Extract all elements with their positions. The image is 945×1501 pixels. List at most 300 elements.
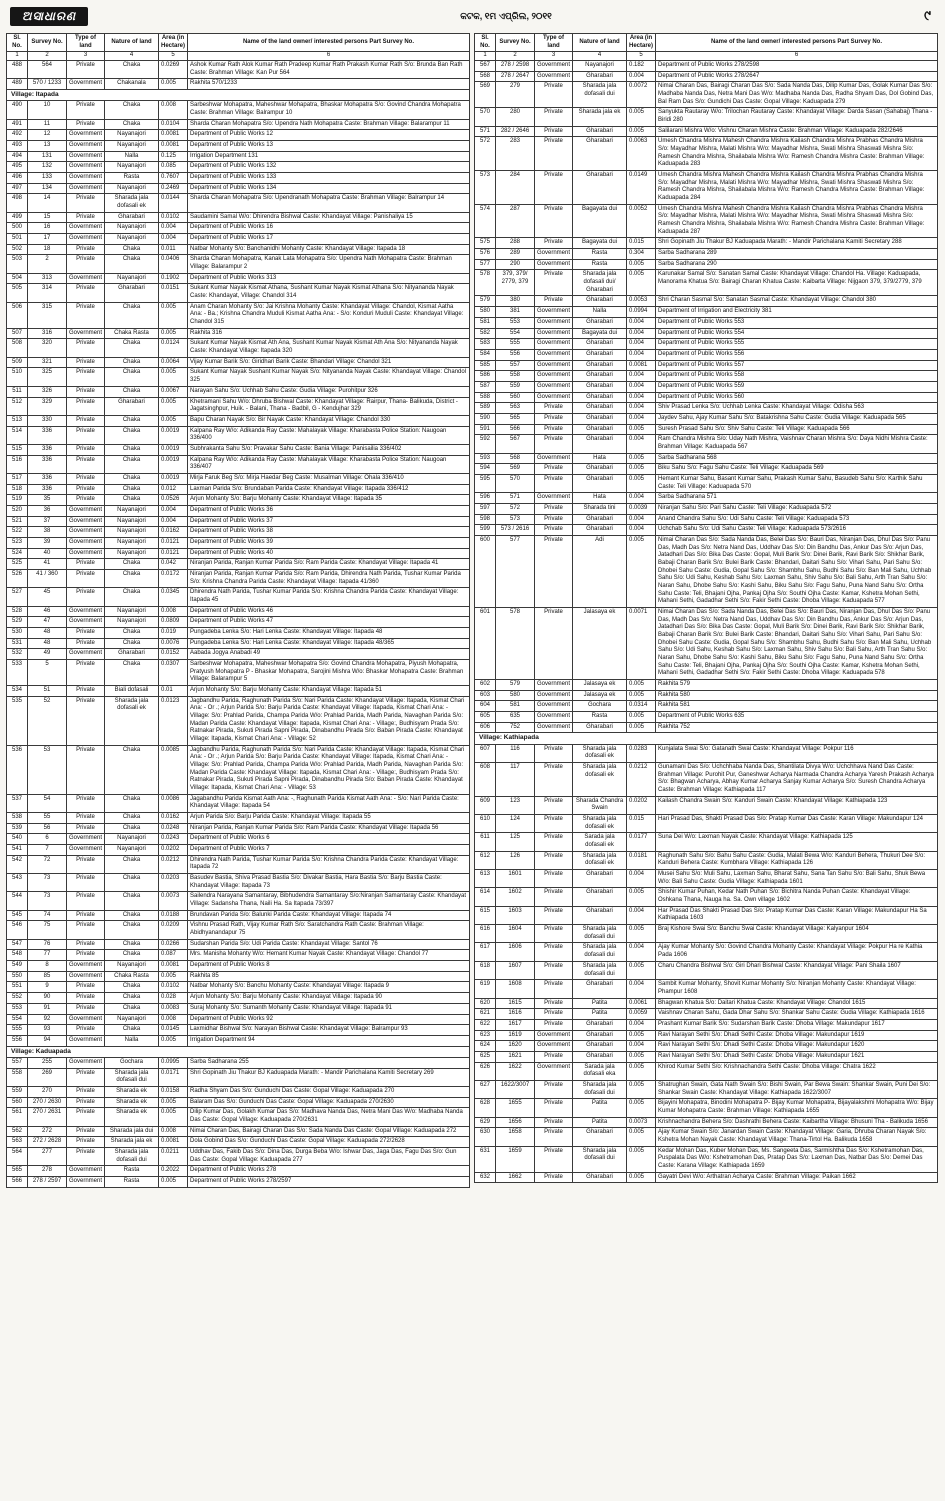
owner-cell: Kalpana Ray W/o: Adikanda Ray Caste: Mahalayak Village: Kharabasta Police Station: Naugoan 336/400 <box>188 426 470 444</box>
survey-no-cell: 280 <box>496 108 535 126</box>
survey-no-cell: 134 <box>28 183 67 194</box>
area-cell: 0.0202 <box>627 796 656 814</box>
sl-no-cell: 567 <box>475 61 496 72</box>
owner-cell: Sambit Kumar Mohanty, Shovit Kumar Mohanty S/o: Niranjan Mohanty Caste: Khandayat Village: Phampur 1608 <box>656 980 938 998</box>
land-nature-cell: Nalla <box>105 151 159 162</box>
land-record-row <box>7 194 470 212</box>
land-record-row <box>7 834 470 845</box>
sl-no-cell: 570 <box>475 108 496 126</box>
land-nature-cell: Sharada jala dofasali dui <box>105 1068 159 1086</box>
survey-no-cell: 336 <box>28 473 67 484</box>
land-nature-cell: Sharada Chandra Swain <box>573 796 627 814</box>
survey-no-cell: 6 <box>28 834 67 845</box>
owner-cell: Niranjan Sahu S/o: Pari Sahu Caste: Teli Village: Kaduapada 572 <box>656 503 938 514</box>
survey-no-cell: 7 <box>28 845 67 856</box>
survey-no-cell: 313 <box>28 273 67 284</box>
survey-no-cell: 570 <box>496 474 535 492</box>
land-record-row <box>7 1176 470 1187</box>
survey-no-cell: 336 <box>28 484 67 495</box>
owner-cell: Niranjan Parida, Ranjan Kumar Parida S/o: Ram Parida Caste: Khandayat Village: Itapada 41 <box>188 559 470 570</box>
survey-no-cell: 75 <box>28 921 67 939</box>
area-cell: 0.005 <box>627 961 656 979</box>
sl-no-cell: 564 <box>7 1147 28 1165</box>
area-cell: 0.012 <box>159 484 188 495</box>
sl-no-cell: 579 <box>475 296 496 307</box>
owner-cell: Radha Shyam Das S/o: Gunduchi Das Caste: Gopal Village: Kaduapada 270 <box>188 1086 470 1097</box>
sl-no-cell: 510 <box>7 368 28 386</box>
owner-cell: Umesh Chandra Mishra Mahesh Chandra Mishra Kailash Chandra Mishra Prabhas Chandra Mishra S/o: Mayadhar Mishra, Malati Mishra W/o: Mayadhar Mishra, Swati Mishra Shaswati Mishra S/o: Ramesh Chandra Mishra, Shailabala Mishra W/o: Ramesh Chandra Mishra Caste: Brahman Village: Kaduapada 287 <box>656 204 938 238</box>
survey-no-cell: 282 / 2646 <box>496 126 535 137</box>
land-nature-cell: Rasta <box>573 712 627 723</box>
area-cell: 0.0067 <box>159 386 188 397</box>
sl-no-cell: 604 <box>475 701 496 712</box>
land-type-cell: Private <box>67 745 105 794</box>
land-type-cell: Government <box>67 845 105 856</box>
land-nature-cell: Gharabari <box>573 435 627 453</box>
land-record-row <box>475 925 938 943</box>
area-cell: 0.005 <box>627 1051 656 1062</box>
land-nature-cell: Gharabari <box>573 1030 627 1041</box>
owner-cell: Department of Public Works 555 <box>656 339 938 350</box>
land-type-cell: Private <box>67 119 105 130</box>
land-record-row <box>7 302 470 328</box>
owner-cell: Department of Public Works 132 <box>188 162 470 173</box>
land-type-cell: Government <box>67 505 105 516</box>
land-type-cell: Government <box>67 527 105 538</box>
land-nature-cell: Rasta <box>573 249 627 260</box>
survey-no-cell: 5 <box>28 659 67 685</box>
land-nature-cell: Chaka <box>105 921 159 939</box>
owner-cell: Saudamini Samal W/o: Dhirendra Bishwal Caste: Khandayat Village: Panishaliya 15 <box>188 212 470 223</box>
survey-no-cell: 580 <box>496 690 535 701</box>
owner-cell: Department of Public Works 133 <box>188 173 470 184</box>
land-record-row <box>7 1057 470 1068</box>
area-cell: 0.005 <box>159 1176 188 1187</box>
land-nature-cell: Sharada jala dofasali dui <box>573 925 627 943</box>
land-type-cell: Private <box>535 888 573 906</box>
land-nature-cell: Nayanajori <box>105 183 159 194</box>
land-nature-cell: Nayanajori <box>105 537 159 548</box>
land-record-row <box>475 204 938 238</box>
land-nature-cell: Patita <box>573 1117 627 1128</box>
land-record-row <box>475 296 938 307</box>
area-cell: 0.0121 <box>159 537 188 548</box>
owner-cell: Sharda Charan Mohapatra S/o: Upendra Nath Mohapatra Caste: Brahman Village: Balarampur 11 <box>188 119 470 130</box>
survey-no-cell: 16 <box>28 223 67 234</box>
land-record-row <box>7 569 470 587</box>
land-type-cell: Private <box>67 638 105 649</box>
land-type-cell: Government <box>535 339 573 350</box>
land-record-row <box>7 1137 470 1148</box>
land-record-row <box>7 79 470 90</box>
sl-no-cell: 577 <box>475 259 496 270</box>
land-type-cell: Private <box>535 833 573 851</box>
land-nature-cell: Chaka <box>105 1025 159 1036</box>
land-record-row <box>7 386 470 397</box>
survey-no-cell: 325 <box>28 368 67 386</box>
land-type-cell: Private <box>535 1128 573 1146</box>
owner-cell: Rakhita 581 <box>656 701 938 712</box>
survey-no-cell: 49 <box>28 649 67 660</box>
sl-no-cell: 527 <box>7 588 28 606</box>
land-nature-cell: Chaka <box>105 339 159 357</box>
land-record-row <box>7 638 470 649</box>
area-cell: 0.005 <box>159 415 188 426</box>
owner-cell: Department of Public Works 558 <box>656 371 938 382</box>
land-record-row <box>475 961 938 979</box>
land-nature-cell: Gharabari <box>573 906 627 924</box>
area-cell: 0.005 <box>627 712 656 723</box>
area-cell: 0.0345 <box>159 588 188 606</box>
owner-cell: Shiv Prasad Lenka S/o: Uchhab Lenka Caste: Khandayat Village: Odisha 563 <box>656 403 938 414</box>
owner-cell: Suna Dei W/o: Laxman Nayak Caste: Khandayat Village: Kathiapada 125 <box>656 833 938 851</box>
area-cell: 0.008 <box>159 1014 188 1025</box>
sl-no-cell: 590 <box>475 413 496 424</box>
survey-no-cell: 255 <box>28 1057 67 1068</box>
land-type-cell: Private <box>535 126 573 137</box>
owner-cell: Hari Prasad Das, Shakti Prasad Das S/o: Pratap Kumar Das Caste: Karan Village: Makundapur 124 <box>656 815 938 833</box>
land-nature-cell: Patita <box>573 1099 627 1117</box>
survey-no-cell: 336 <box>28 455 67 473</box>
land-nature-cell: Gharabari <box>573 525 627 536</box>
area-cell: 0.005 <box>159 397 188 415</box>
area-cell: 0.005 <box>627 535 656 607</box>
land-record-row <box>7 982 470 993</box>
land-record-row <box>7 1025 470 1036</box>
owner-cell: Rakhita 579 <box>656 680 938 691</box>
land-type-cell: Private <box>535 424 573 435</box>
survey-no-cell: 573 <box>496 514 535 525</box>
land-type-cell: Private <box>535 204 573 238</box>
sl-no-cell: 501 <box>7 234 28 245</box>
land-type-cell: Private <box>535 796 573 814</box>
column-number-row <box>7 52 470 61</box>
land-nature-cell: Chaka <box>105 415 159 426</box>
sl-no-cell: 488 <box>7 61 28 79</box>
land-record-row <box>7 339 470 357</box>
sl-no-cell: 626 <box>475 1062 496 1080</box>
owner-cell: Department of Public Works 560 <box>656 392 938 403</box>
land-record-row <box>7 627 470 638</box>
land-type-cell: Government <box>67 649 105 660</box>
area-cell: 0.087 <box>159 950 188 961</box>
land-nature-cell: Gharabari <box>573 317 627 328</box>
land-record-row <box>475 1128 938 1146</box>
survey-no-cell: 283 <box>496 137 535 171</box>
col-number: 1 <box>475 52 496 61</box>
sl-no-cell: 614 <box>475 888 496 906</box>
land-record-row <box>7 855 470 873</box>
area-cell: 0.0243 <box>159 834 188 845</box>
land-nature-cell: Chaka <box>105 638 159 649</box>
land-type-cell: Private <box>535 238 573 249</box>
area-cell: 0.005 <box>627 424 656 435</box>
owner-cell: Brundavan Parida S/o: Balunki Parida Caste: Khandayat Village: Itapada 74 <box>188 910 470 921</box>
land-nature-cell: Chaka <box>105 950 159 961</box>
survey-no-cell: 320 <box>28 339 67 357</box>
sl-no-cell: 536 <box>7 745 28 794</box>
survey-no-cell: 36 <box>28 505 67 516</box>
land-nature-cell: Sharada jala dofasali dui <box>573 1146 627 1172</box>
sl-no-cell: 533 <box>7 659 28 685</box>
col-number: 3 <box>535 52 573 61</box>
survey-no-cell: 568 <box>496 453 535 464</box>
survey-no-cell: 336 <box>28 444 67 455</box>
sl-no-cell: 578 <box>475 270 496 296</box>
survey-no-cell: 17 <box>28 234 67 245</box>
land-type-cell: Private <box>67 627 105 638</box>
land-nature-cell: Gharabari <box>573 403 627 414</box>
col-header-survey-no: Survey No. <box>496 34 535 52</box>
sl-no-cell: 537 <box>7 794 28 812</box>
sl-no-cell: 628 <box>475 1099 496 1117</box>
sl-no-cell: 499 <box>7 212 28 223</box>
area-cell: 0.011 <box>159 244 188 255</box>
area-cell: 0.005 <box>627 1172 656 1183</box>
land-nature-cell: Gharabari <box>573 126 627 137</box>
land-record-row <box>475 815 938 833</box>
area-cell: 0.008 <box>159 101 188 119</box>
survey-no-cell: 1608 <box>496 980 535 998</box>
area-cell: 0.004 <box>627 328 656 339</box>
owner-cell: Bhagwan Khatua S/o: Daitari Khatua Caste: Khandayat Village: Chandol 1615 <box>656 998 938 1009</box>
land-type-cell: Private <box>535 607 573 679</box>
area-cell: 0.005 <box>627 722 656 733</box>
sl-no-cell: 560 <box>7 1097 28 1108</box>
land-nature-cell: Chaka <box>105 745 159 794</box>
land-nature-cell: Sharada jala dofasali dui <box>105 1147 159 1165</box>
sl-no-cell: 546 <box>7 921 28 939</box>
survey-no-cell: 8 <box>28 961 67 972</box>
right-table-header <box>475 34 938 61</box>
land-type-cell: Private <box>67 1126 105 1137</box>
land-record-row <box>475 503 938 514</box>
sl-no-cell: 574 <box>475 204 496 238</box>
land-nature-cell: Rasta <box>573 259 627 270</box>
land-type-cell: Private <box>67 426 105 444</box>
owner-cell: Nimai Charan Das S/o: Sada Nanda Das, Belei Das S/o: Bauri Das, Niranjan Das, Dhul Das S/o: Panu Das, Madh Das S/o: Netra Nand Das, Uddhav Das S/o: Din Bandhu Das, Ankur Das S/o: Arjun Das, Jatadhari Das S/o: Bika Das Caste: Gopal, Muli Barik S/o: Dinei Barik, Ravi Barik S/o: Shikhar Barik, Babaji Charan Barik S/o: Bulei Barik Caste: Bhandari, Daitari Sahu S/o: Vihari Sahu, Pari Sahu S/o: Dhobei Sahu Caste: Gudia, Gopal Sahu S/o: Shambhu Sahu, Budhi Sahu S/o: Ban Mali Sahu, Uchhab Sahu S/o: Udi Sahu, Keshab Sahu S/o: Laxman Sahu, Shiv Sahu S/o: Bali Sahu, Arth Tran Sahu S/o: Naran Sahu, Dhobe Sahu S/o: Kashi Sahu, Biku Sahu S/o: Fagu Sahu, Puna Nand Sahu S/o: Ortha Sahu Caste: Teli, Bhajani Ojha, Pankaj Ojha S/o: Southi Ojha Caste: Kamar, Kshetra Mohan Sethi, Mahani Sethi, Gadadhar Sethi S/o: Fakir Sethi Caste: Dhoba Village: Kaduapada 578 <box>656 607 938 679</box>
land-type-cell: Private <box>67 993 105 1004</box>
area-cell: 0.0072 <box>627 82 656 108</box>
sl-no-cell: 549 <box>7 961 28 972</box>
col-number: 5 <box>627 52 656 61</box>
land-nature-cell: Sharada jala ek <box>573 108 627 126</box>
land-record-row <box>7 874 470 892</box>
survey-no-cell: 93 <box>28 1025 67 1036</box>
sl-no-cell: 535 <box>7 696 28 745</box>
land-nature-cell: Sharada jala dofasali ek <box>105 696 159 745</box>
area-cell: 0.1902 <box>159 273 188 284</box>
area-cell: 0.0177 <box>627 833 656 851</box>
survey-no-cell: 77 <box>28 950 67 961</box>
land-nature-cell: Chaka <box>105 910 159 921</box>
land-type-cell: Private <box>67 484 105 495</box>
survey-no-cell: 12 <box>28 130 67 141</box>
survey-no-cell: 569 <box>496 464 535 475</box>
sl-no-cell: 517 <box>7 473 28 484</box>
sl-no-cell: 540 <box>7 834 28 845</box>
col-number: 5 <box>159 52 188 61</box>
survey-no-cell: 55 <box>28 813 67 824</box>
survey-no-cell: 336 <box>28 426 67 444</box>
page-number: ୯ <box>924 8 931 24</box>
survey-no-cell: 577 <box>496 535 535 607</box>
land-nature-cell: Chaka <box>105 794 159 812</box>
land-type-cell: Private <box>67 61 105 79</box>
land-nature-cell: Jalasaya ek <box>573 680 627 691</box>
owner-cell: Balaram Das S/o: Gunduchi Das Caste: Gopal Village: Kaduapada 270/2630 <box>188 1097 470 1108</box>
land-nature-cell: Adi <box>573 535 627 607</box>
area-cell: 0.0171 <box>159 1068 188 1086</box>
land-type-cell: Private <box>67 982 105 993</box>
land-type-cell: Private <box>535 1099 573 1117</box>
survey-no-cell: 1659 <box>496 1146 535 1172</box>
sl-no-cell: 611 <box>475 833 496 851</box>
land-nature-cell: Gharabari <box>573 1051 627 1062</box>
land-nature-cell: Jalasaya ek <box>573 607 627 679</box>
land-type-cell: Private <box>535 744 573 762</box>
land-type-cell: Private <box>67 302 105 328</box>
survey-no-cell: 560 <box>496 392 535 403</box>
land-record-row <box>475 680 938 691</box>
owner-cell: Shri Gopinath Jiu Thakur BJ Kaduapada Marath: - Mandir Parichalana Kamiti Secretary 269 <box>188 1068 470 1086</box>
area-cell: 0.0063 <box>627 137 656 171</box>
area-cell: 0.004 <box>627 1041 656 1052</box>
survey-no-cell: 1621 <box>496 1051 535 1062</box>
land-type-cell: Private <box>535 514 573 525</box>
col-header-land-type: Type of land <box>535 34 573 52</box>
owner-cell: Jagabandhu Parida Kismat Aath Ana: -, Raghunath Parida Kismat Aath Ana: - S/o: Nari Parida Caste: Khandayat Village: Itapada 54 <box>188 794 470 812</box>
owner-cell: Braj Kishore Swai S/o: Banchu Swai Caste: Khandayat Village: Kalyanpur 1604 <box>656 925 938 943</box>
land-record-row <box>475 796 938 814</box>
land-record-row <box>475 464 938 475</box>
sl-no-cell: 561 <box>7 1108 28 1126</box>
survey-no-cell: 37 <box>28 516 67 527</box>
sl-no-cell: 600 <box>475 535 496 607</box>
survey-no-cell: 554 <box>496 328 535 339</box>
survey-no-cell: 316 <box>28 328 67 339</box>
land-type-cell: Government <box>535 371 573 382</box>
land-type-cell: Private <box>535 925 573 943</box>
sl-no-cell: 630 <box>475 1128 496 1146</box>
land-type-cell: Private <box>535 980 573 998</box>
survey-no-cell: 73 <box>28 874 67 892</box>
sl-no-cell: 491 <box>7 119 28 130</box>
survey-no-cell: 1622/3007 <box>496 1080 535 1098</box>
right-table-body <box>475 61 938 1183</box>
sl-no-cell: 573 <box>475 171 496 205</box>
owner-cell: Natbar Mohanty S/o: Banchu Mohanty Caste: Khandayat Village: Itapada 9 <box>188 982 470 993</box>
col-header-sl-no: Sl. No. <box>7 34 28 52</box>
land-nature-cell: Gharabari <box>573 381 627 392</box>
area-cell: 0.085 <box>159 162 188 173</box>
land-nature-cell: Gharabari <box>105 284 159 302</box>
owner-cell: Department of Public Works 12 <box>188 130 470 141</box>
survey-no-cell: 1662 <box>496 1172 535 1183</box>
survey-no-cell: 559 <box>496 381 535 392</box>
owner-cell: Ram Chandra Mishra S/o: Uday Nath Mishra, Vaishnav Charan Mishra S/o: Daya Nidhi Mishra Caste: Brahman Village: Kaduapada 567 <box>656 435 938 453</box>
land-nature-cell: Nayanajori <box>105 505 159 516</box>
area-cell: 0.0995 <box>159 1057 188 1068</box>
land-record-row <box>475 259 938 270</box>
sl-no-cell: 609 <box>475 796 496 814</box>
area-cell: 0.304 <box>627 249 656 260</box>
land-type-cell: Private <box>67 588 105 606</box>
owner-cell: Prashant Kumar Barik S/o: Sudarshan Barik Caste: Dhoba Village: Makundapur 1617 <box>656 1019 938 1030</box>
land-nature-cell: Nayanajori <box>105 516 159 527</box>
survey-no-cell: 72 <box>28 855 67 873</box>
area-cell: 0.004 <box>159 234 188 245</box>
survey-no-cell: 47 <box>28 617 67 628</box>
owner-cell: Aabada Jogya Anabadi 49 <box>188 649 470 660</box>
land-type-cell: Private <box>535 1146 573 1172</box>
land-record-row <box>7 617 470 628</box>
survey-no-cell: 270 / 2630 <box>28 1097 67 1108</box>
land-type-cell: Government <box>67 183 105 194</box>
area-cell: 0.004 <box>627 1019 656 1030</box>
owner-cell: Ashok Kumar Rath Alok Kumar Rath Pradeep Kumar Rath Prakash Kumar Rath S/o: Brunda Ban Rath Caste: Brahman Village: Kan Pur 564 <box>188 61 470 79</box>
land-nature-cell: Chaka <box>105 939 159 950</box>
survey-no-cell: 9 <box>28 982 67 993</box>
survey-no-cell: 1604 <box>496 925 535 943</box>
land-nature-cell: Sharada jala dofasali ek <box>573 763 627 797</box>
land-type-cell: Government <box>67 130 105 141</box>
land-nature-cell: Gharabari <box>573 474 627 492</box>
land-nature-cell: Nayanajori <box>573 61 627 72</box>
area-cell: 0.004 <box>627 317 656 328</box>
owner-cell: Gunamani Das S/o: Uchchhaba Nanda Das, Shantilata Divya W/o: Uchchhava Nand Das Caste: Brahman Village: Purohit Pur, Ganeshwar Acharya Narmada Chandra Acharya Yaresh Prakash Acharya S/o: Bhagwan Acharya, Abhay Kumar Acharya Sanjay Kumar Acharya S/o: Suresh Chandra Acharya Caste: Brahman Village: Kathiapada 117 <box>656 763 938 797</box>
owner-cell: Vijay Kumar Barik S/o: Giridhari Barik Caste: Bhandari Village: Chandol 321 <box>188 357 470 368</box>
land-type-cell: Private <box>67 939 105 950</box>
owner-cell: Natbar Mohanty S/o: Banchanidhi Mohanty Caste: Khandayat Village: Itapada 18 <box>188 244 470 255</box>
land-record-row <box>475 238 938 249</box>
sl-no-cell: 502 <box>7 244 28 255</box>
area-cell: 0.005 <box>627 1030 656 1041</box>
area-cell: 0.004 <box>627 371 656 382</box>
land-record-row <box>7 130 470 141</box>
owner-cell: Niranjan Parida, Ranjan Kumar Parida S/o: Ram Parida, Dhirendra Nath Parida, Tushar Kumar Parida S/o: Krishna Chandra Parida Caste: Khandayat Village: Itapada 41/360 <box>188 569 470 587</box>
col-header-survey-no: Survey No. <box>28 34 67 52</box>
sl-no-cell: 508 <box>7 339 28 357</box>
sl-no-cell: 498 <box>7 194 28 212</box>
survey-no-cell: 581 <box>496 701 535 712</box>
area-cell: 0.005 <box>159 302 188 328</box>
land-type-cell: Government <box>535 680 573 691</box>
sl-no-cell: 554 <box>7 1014 28 1025</box>
land-type-cell: Government <box>67 1035 105 1046</box>
land-record-row <box>475 435 938 453</box>
land-record-row <box>7 794 470 812</box>
land-type-cell: Private <box>535 1019 573 1030</box>
area-cell: 0.004 <box>627 392 656 403</box>
survey-no-cell: 557 <box>496 360 535 371</box>
sl-no-cell: 489 <box>7 79 28 90</box>
land-nature-cell: Sharada jala dofasali ek <box>573 815 627 833</box>
sl-no-cell: 620 <box>475 998 496 1009</box>
land-nature-cell: Sharada ek <box>105 1086 159 1097</box>
area-cell: 0.0809 <box>159 617 188 628</box>
survey-no-cell: 272 <box>28 1126 67 1137</box>
survey-no-cell: 85 <box>28 971 67 982</box>
land-nature-cell: Biali dofasali <box>105 685 159 696</box>
land-record-row <box>475 403 938 414</box>
land-record-row <box>475 82 938 108</box>
sl-no-cell: 543 <box>7 874 28 892</box>
land-type-cell: Private <box>535 1080 573 1098</box>
survey-no-cell: 558 <box>496 371 535 382</box>
land-record-row <box>7 415 470 426</box>
survey-no-cell: 11 <box>28 119 67 130</box>
